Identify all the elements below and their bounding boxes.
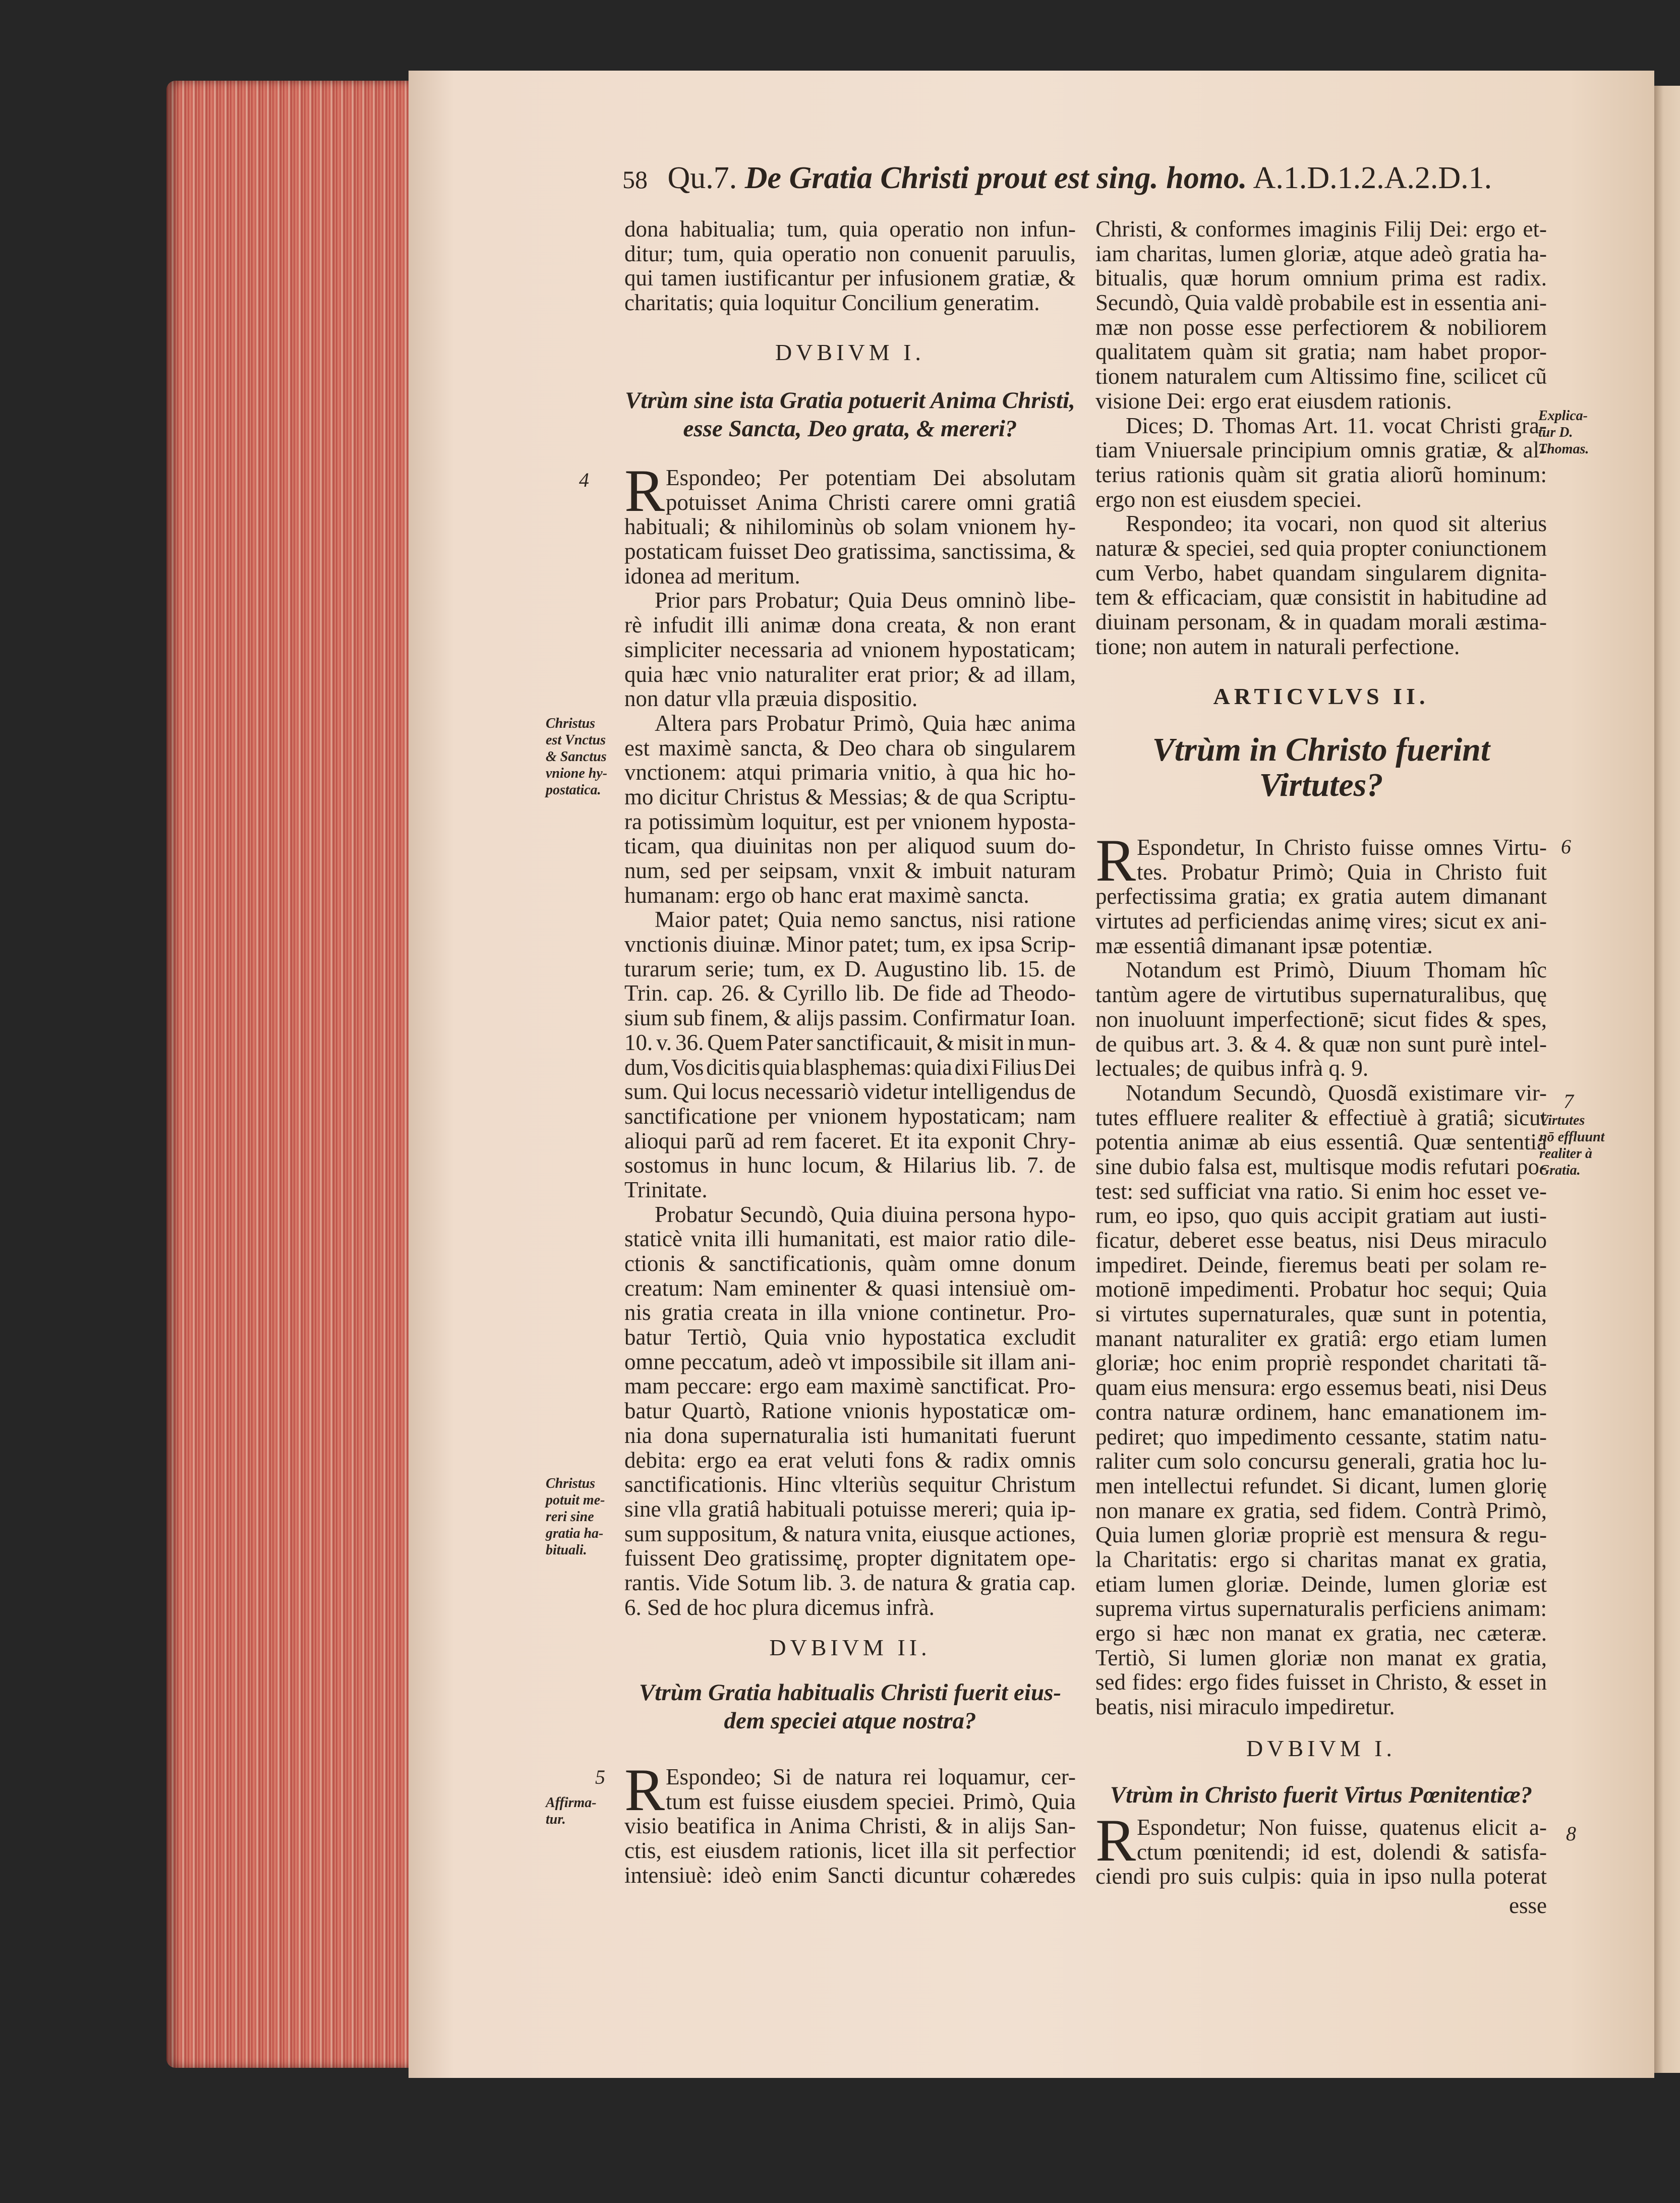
text-line-content: Notandum est Primò, Diuum Thomam hîc <box>1126 957 1547 983</box>
drop-cap: R <box>624 1756 665 1823</box>
text-line <box>624 1399 1076 1423</box>
margin-note-line: Affirma- <box>546 1795 597 1811</box>
text-line-content: habituali; & nihilominùs ob solam vnionem hy- <box>624 514 1076 540</box>
header-ref: A.1.D.1.2.A.2.D.1. <box>1253 161 1492 195</box>
text-line-content: charitatis; quia loquitur Concilium generatim. <box>624 290 1040 316</box>
text-line <box>1095 414 1547 438</box>
text-line-content: sium sub finem, & alijs passim. Confirmatur Ioan. <box>624 1005 1076 1031</box>
running-header <box>622 160 1535 196</box>
text-line <box>1095 315 1547 340</box>
text-line <box>624 957 1076 981</box>
text-line-content: lectuales; de quibus infrà q. 9. <box>1095 1056 1369 1081</box>
text-line-content: Maior patet; Quia nemo sanctus, nisi ratione <box>655 907 1076 933</box>
text-line <box>624 834 1076 858</box>
text-line-content: ficatur, deberet esse beatus, nisi Deus miraculo <box>1095 1228 1547 1253</box>
text-line <box>1095 389 1547 414</box>
text-line-content: Espondetur; Non fuisse, quatenus elicit a- <box>1137 1815 1547 1840</box>
margin-number-6: 6 <box>1561 835 1571 858</box>
text-line <box>624 266 1076 291</box>
text-line <box>1095 1815 1547 1840</box>
text-line <box>1095 884 1547 909</box>
articulus-2-heading: ARTICVLVS II. <box>1213 683 1429 709</box>
text-line <box>624 466 1076 490</box>
text-line <box>624 1129 1076 1153</box>
text-line <box>624 736 1076 761</box>
text-line-content: rè infudit illi animæ dona creata, & non erant <box>624 612 1076 638</box>
text-line-content: naturæ & speciei, sed quia propter coniunctionem <box>1095 535 1547 561</box>
text-line <box>1095 1596 1547 1621</box>
text-line-content: Probatur Secundò, Quia diuina persona hypo- <box>655 1201 1076 1227</box>
text-line <box>1095 561 1547 586</box>
margin-number-8: 8 <box>1566 1822 1576 1845</box>
text-line <box>1095 1523 1547 1547</box>
text-line-content: tum est fuisse eiusdem speciei. Primò, Quia <box>666 1788 1076 1814</box>
text-line-content: tionem naturalem cum Altissimo fine, scilicet cũ <box>1095 364 1547 389</box>
text-line <box>1095 934 1547 958</box>
text-line-content: perfectissima gratia; ex gratia autem dimanant <box>1095 884 1547 909</box>
text-line-content: vnctionem: atqui primaria vnitio, à qua hic ho- <box>624 760 1076 785</box>
margin-note-line: Christus <box>546 716 596 731</box>
text-line <box>624 686 1076 711</box>
margin-note-line: gratia ha- <box>546 1526 604 1541</box>
text-line-content: sanctificatione per vnionem hypostaticam; nam <box>624 1103 1076 1129</box>
text-line <box>624 1006 1076 1030</box>
text-line <box>624 217 1076 242</box>
text-line <box>624 1863 1076 1888</box>
title-line: Vtrùm Gratia habitualis Christi fuerit eius- <box>639 1679 1062 1706</box>
text-line-content: bitualis, quæ horum omnium prima est radix. <box>1095 265 1547 291</box>
text-line-content: Espondetur, In Christo fuisse omnes Virtu- <box>1137 835 1547 860</box>
text-line <box>1095 1032 1547 1057</box>
text-line <box>624 1765 1076 1789</box>
text-line-content: mæ non posse esse perfectiorem & nobiliorem <box>1095 314 1547 340</box>
text-line-content: ctum pœnitendi; id est, dolendi & satisfa- <box>1137 1839 1547 1865</box>
text-line <box>1095 982 1547 1007</box>
text-line-content: 10. v. 36. Quem Pater sanctificauit, & misit in mun- <box>624 1029 1076 1055</box>
text-line-content: test: sed sufficiat vna ratio. Si enim hoc esset ve- <box>1095 1178 1547 1204</box>
text-line <box>1095 438 1547 462</box>
text-line <box>1095 1351 1547 1375</box>
text-line <box>624 1079 1076 1104</box>
margin-note-christus-meruit <box>546 1475 605 1558</box>
margin-note-line: nō effluunt <box>1539 1129 1605 1145</box>
text-line-content: sanctificationis. Hinc vlteriùs sequitur Christum <box>624 1472 1076 1497</box>
text-line <box>624 1104 1076 1129</box>
dubium-1-right-body <box>1095 1807 1547 1889</box>
text-line <box>1095 1695 1547 1719</box>
text-line <box>624 1448 1076 1473</box>
margin-note-line: Christus <box>546 1476 596 1491</box>
text-line-content: tione; non autem in naturali perfectione. <box>1095 633 1460 659</box>
text-line <box>1095 1081 1547 1106</box>
text-line-content: nia dona supernaturalia isti humanitati fuerunt <box>624 1422 1076 1448</box>
articulus-2-body <box>1095 827 1547 1720</box>
text-line <box>1095 242 1547 266</box>
text-line <box>1095 958 1547 982</box>
dubium-2-heading: DVBIVM II. <box>769 1635 931 1660</box>
drop-cap: R <box>1095 827 1136 894</box>
text-line-content: est maximè sancta, & Deo chara ob singularem <box>624 735 1076 761</box>
margin-note-line: vnione hy- <box>546 766 608 781</box>
text-line-content: tantùm agere de virtutibus supernaturalibus, quę <box>1095 982 1547 1008</box>
text-line <box>1095 1203 1547 1228</box>
text-line <box>624 662 1076 687</box>
page-edges-red <box>166 81 414 2068</box>
text-line <box>1095 1375 1547 1400</box>
text-line-content: creatum: Nam eminenter & quasi intensiuè om- <box>624 1275 1076 1301</box>
text-line-content: postaticam fuisset Deo gratissima, sanctissima, & <box>624 539 1076 564</box>
text-line-content: Respondeo; ita vocari, non quod sit alterius <box>1126 511 1547 537</box>
margin-note-line: realiter à <box>1539 1146 1592 1162</box>
text-line <box>624 1472 1076 1497</box>
text-line-content: debita: ergo ea erat veluti fons & radix omnis <box>624 1447 1076 1473</box>
text-line <box>624 637 1076 662</box>
text-line-content: pediret; quo impedimento cessante, statim natu- <box>1095 1424 1547 1450</box>
text-line <box>1095 1228 1547 1253</box>
margin-note-line: tur. <box>546 1812 566 1827</box>
text-line <box>624 1227 1076 1251</box>
text-line <box>624 1546 1076 1571</box>
text-line <box>624 932 1076 957</box>
text-line <box>1095 1277 1547 1302</box>
text-line-content: Quia lumen gloriæ propriè est mensura & regu- <box>1095 1522 1547 1548</box>
text-line <box>1095 1864 1547 1889</box>
text-line-content: mo dicitur Christus & Messias; & de qua Scriptu- <box>624 784 1076 809</box>
text-line <box>624 1814 1076 1838</box>
text-line-content: turarum serie; tum, ex D. Augustino lib. 15. de <box>624 956 1076 981</box>
text-line-content: men intellectui refundet. Si dicant, lumen glorię <box>1095 1473 1547 1498</box>
text-line-content: idonea ad meritum. <box>624 563 800 589</box>
text-line-content: humanam: ergo ob hanc erat maximè sancta. <box>624 882 1029 908</box>
text-line-content: etiam lumen gloriæ. Deinde, lumen gloriæ est <box>1095 1571 1547 1597</box>
margin-number-5: 5 <box>595 1766 605 1788</box>
text-line <box>1095 860 1547 885</box>
drop-cap: R <box>624 457 665 524</box>
text-line-content: raliter cum solo concursu generali, gratia hoc lu- <box>1095 1448 1547 1474</box>
text-line-content: ergo non est eiusdem speciei. <box>1095 486 1362 512</box>
text-line <box>624 1030 1076 1055</box>
text-line-content: motionē impedimenti. Probatur hoc sequi; Quia <box>1095 1277 1547 1302</box>
text-line-content: dum, Vos dicitis quia blasphemas: quia dixi Filius Dei <box>624 1054 1076 1080</box>
text-line-content: sine vlla gratiâ habituali potuisse mereri; quia ip- <box>624 1496 1076 1522</box>
text-line <box>624 613 1076 637</box>
text-line <box>1095 634 1547 659</box>
margin-note-virtutes <box>1539 1112 1604 1179</box>
text-line-content: rantis. Vide Sotum lib. 3. de natura & gratia cap. <box>624 1570 1076 1595</box>
text-line <box>624 1423 1076 1448</box>
text-line <box>1095 266 1547 291</box>
text-line <box>624 981 1076 1006</box>
text-line-content: num, sed per seipsam, vnxit & imbuit naturam <box>624 858 1076 883</box>
margin-note-line: postatica. <box>546 782 601 798</box>
text-line <box>624 785 1076 809</box>
text-line-content: iam charitas, lumen gloriæ, atque adeò gratia ha- <box>1095 241 1547 266</box>
text-line <box>1095 217 1547 242</box>
text-line-content: Notandum Secundò, Quosdã existimare vir- <box>1126 1080 1547 1106</box>
text-line-content: batur Quartò, Ratione vnionis hypostaticæ om- <box>624 1398 1076 1424</box>
text-line <box>624 1374 1076 1399</box>
text-line-content: 6. Sed de hoc plura dicemus infrà. <box>624 1594 935 1620</box>
text-line <box>1095 1646 1547 1670</box>
text-line-content: sum suppositum, & natura vnita, eiusque actiones, <box>624 1521 1076 1546</box>
text-line-content: potentia animæ ab eius essentiâ. Quæ sententia <box>1095 1129 1547 1155</box>
text-line-content: diuinam personam, & in quadam morali æstima- <box>1095 609 1547 634</box>
question-label: Qu.7. <box>667 161 737 195</box>
left-intro <box>624 217 1076 315</box>
text-line-content: non inuoluunt imperfectionē; sicut fides & spes, <box>1095 1006 1547 1032</box>
text-line-content: Prior pars Probatur; Quia Deus omninò libe- <box>655 588 1076 613</box>
drop-cap: R <box>1095 1807 1136 1874</box>
header-title: De Gratia Christi prout est sing. homo. <box>744 161 1247 195</box>
text-line <box>624 1595 1076 1620</box>
text-line <box>1095 364 1547 389</box>
title-line: dem speciei atque nostra? <box>724 1708 976 1734</box>
text-line <box>624 588 1076 613</box>
title-line: Vtrùm sine ista Gratia potuerit Anima Christi, <box>625 387 1075 414</box>
margin-note-line: bituali. <box>546 1542 587 1558</box>
text-line-content: fuissent Deo gratissimę, propter dignitatem ope- <box>624 1545 1076 1571</box>
text-line <box>1095 1621 1547 1646</box>
text-line-content: ciendi pro suis culpis: quia in ipso nulla poterat <box>1095 1864 1547 1889</box>
text-line-content: dona habitualia; tum, quia operatio non infun- <box>624 216 1076 242</box>
text-line-content: quia hæc vnio naturaliter erat prior; & ad illam, <box>624 661 1076 687</box>
title-line: Vtrùm in Christo fuerint <box>1152 731 1490 768</box>
text-line <box>624 1178 1076 1202</box>
text-line <box>1095 1400 1547 1425</box>
text-line <box>624 490 1076 515</box>
text-line <box>624 858 1076 883</box>
text-line <box>624 809 1076 834</box>
text-line <box>1095 487 1547 512</box>
text-line-content: rum, eo ipso, quo quis accipit gratiam aut iusti- <box>1095 1203 1547 1229</box>
text-line-content: sine dubio falsa est, multisque modis refutari po- <box>1095 1153 1547 1179</box>
text-line <box>624 1276 1076 1301</box>
margin-note-thomas <box>1538 408 1589 457</box>
text-line <box>624 1251 1076 1276</box>
text-line-content: alioqui parũ ad rem faceret. Et ita exponit Chry- <box>624 1128 1076 1153</box>
text-line <box>1095 1179 1547 1204</box>
text-line <box>624 1153 1076 1178</box>
margin-note-line: tur D. <box>1538 425 1573 440</box>
text-line <box>624 1522 1076 1546</box>
text-line-content: Trin. cap. 26. & Cyrillo lib. De fide ad Theodo- <box>624 980 1076 1006</box>
text-line-content: non datur vlla præuia dispositio. <box>624 686 918 712</box>
text-line-content: sed fides: ergo fides fuisset in Christo, & esset in <box>1095 1669 1547 1695</box>
text-line-content: tes. Probatur Primò; Quia in Christo fuit <box>1137 859 1547 885</box>
text-line-content: Secundò, Quia valdè probabile est in essentia ani- <box>1095 290 1547 316</box>
text-line-content: ra potissimùm loquitur, est per vnionem hyposta- <box>624 808 1076 834</box>
text-line-content: vnctionis diuinæ. Minor patet; tum, ex ipsa Scrip- <box>624 932 1076 957</box>
margin-note-line: Explica- <box>1538 408 1588 424</box>
text-line-content: staticè vnita illi humanitati, est maior ratio dile- <box>624 1226 1076 1252</box>
text-line <box>624 242 1076 266</box>
text-line-content: Altera pars Probatur Primò, Quia hæc anima <box>655 710 1076 736</box>
margin-number-4: 4 <box>579 469 589 491</box>
text-line-content: virtutes ad perficiendas animę vires; sicut ex ani- <box>1095 908 1547 934</box>
text-line <box>1095 1670 1547 1695</box>
text-line-content: qualitatem quàm sit gratia; nam habet propor- <box>1095 339 1547 365</box>
text-line-content: potuisset Anima Christi carere omni gratiâ <box>666 489 1076 515</box>
text-line-content: mam peccare: ergo eam maximè sanctificat. Pro- <box>624 1373 1076 1399</box>
text-line <box>1095 1425 1547 1450</box>
dubium-1-right-title <box>1095 1781 1547 1809</box>
margin-note-line: Virtutes <box>1539 1113 1585 1128</box>
text-line-content: tiam Vniuersale principium omnis gratiæ, & al- <box>1095 437 1547 463</box>
text-line-content: sostomus in hunc locum, & Hilarius lib. 7. de <box>624 1152 1076 1178</box>
text-line-content: cum Verbo, habet quandam singularem dignita- <box>1095 560 1547 586</box>
text-line <box>624 883 1076 908</box>
text-line <box>624 514 1076 539</box>
text-line <box>1095 1007 1547 1032</box>
text-line-content: ergo si hæc non manat ex gratia, nec cæteræ. <box>1095 1620 1547 1646</box>
text-line-content: sum. Qui locus necessariò videtur intelligendus de <box>624 1079 1076 1105</box>
margin-note-christus-unctus <box>546 715 607 798</box>
facing-page-curve <box>1654 86 1680 2073</box>
dubium-1-title <box>624 386 1076 443</box>
text-line <box>1095 1547 1547 1572</box>
margin-note-line: reri sine <box>546 1509 594 1525</box>
text-line <box>1095 1056 1547 1081</box>
text-line-content: terius rationis quàm sit gratia aliorũ hominum: <box>1095 461 1547 487</box>
text-line-content: qui tamen iustificantur per infusionem gratiæ, & <box>624 265 1076 291</box>
text-line <box>1095 536 1547 561</box>
dubium-2-title <box>624 1678 1076 1735</box>
text-line <box>624 760 1076 785</box>
title-line: Virtutes? <box>1259 767 1383 803</box>
text-line <box>624 1350 1076 1374</box>
margin-note-line: est Vnctus <box>546 732 606 748</box>
title-line: esse Sancta, Deo grata, & mereri? <box>683 416 1017 442</box>
margin-number-7: 7 <box>1563 1090 1574 1113</box>
text-line-content: Trinitate. <box>624 1177 708 1202</box>
text-line <box>1095 1449 1547 1474</box>
text-line <box>1095 1106 1547 1130</box>
text-line-content: si virtutes supernaturales, quæ sunt in potentia, <box>1095 1301 1547 1327</box>
text-line <box>624 564 1076 589</box>
text-line <box>624 1838 1076 1863</box>
text-line <box>1095 1253 1547 1278</box>
text-line-content: gloriæ; hoc enim propriè respondet charitati tã- <box>1095 1350 1547 1376</box>
text-line-content: manant naturaliter ex gratiâ: ergo etiam lumen <box>1095 1325 1547 1351</box>
text-line-content: visione Dei: ergo erat eiusdem rationis. <box>1095 388 1452 414</box>
text-line <box>1095 1130 1547 1154</box>
title-line: Vtrùm in Christo fuerit Virtus Pœnitentiæ? <box>1110 1782 1533 1808</box>
text-line-content: Dices; D. Thomas Art. 11. vocat Christi gra- <box>1126 413 1547 438</box>
text-line-content: Espondeo; Si de natura rei loquamur, cer- <box>666 1764 1076 1789</box>
text-line-content: beatis, nisi miraculo impediretur. <box>1095 1694 1395 1720</box>
text-line <box>624 1571 1076 1595</box>
dubium-1-heading: DVBIVM I. <box>775 339 925 365</box>
text-line <box>624 907 1076 932</box>
text-line-content: simpliciter necessaria ad vnionem hypostaticam; <box>624 636 1076 662</box>
margin-note-line: potuit me- <box>546 1492 605 1508</box>
text-line-content: impediret. Deinde, fieremus beati per solam re- <box>1095 1252 1547 1278</box>
text-line-content: batur Tertiò, Quia vnio hypostatica excludit <box>624 1324 1076 1350</box>
text-line-content: visio beatifica in Anima Christi, & in alijs San- <box>624 1813 1076 1839</box>
margin-note-affirmatur <box>546 1794 597 1828</box>
text-line-content: quam eius mensura: ergo essemus beati, nisi Deus <box>1095 1375 1547 1401</box>
text-line <box>1095 339 1547 364</box>
text-line <box>624 1055 1076 1080</box>
text-line-content: intensiuè: ideò enim Sancti dicuntur cohæredes <box>624 1862 1076 1888</box>
margin-note-line: & Sanctus <box>546 749 607 765</box>
text-line <box>624 539 1076 564</box>
text-line-content: Espondeo; Per potentiam Dei absolutam <box>666 465 1076 490</box>
text-line-content: tutes effluere realiter & effectiuè à gratiâ; sicut <box>1095 1105 1547 1130</box>
text-line-content: suprema virtus supernaturalis perficiens animam: <box>1095 1596 1547 1621</box>
text-line-content: Christi, & conformes imaginis Filij Dei: ergo et- <box>1095 216 1547 242</box>
text-line <box>1095 511 1547 536</box>
text-line <box>1095 1840 1547 1865</box>
dubium-1-body <box>624 457 1076 1620</box>
text-line <box>1095 1474 1547 1498</box>
margin-note-line: Thomas. <box>1538 441 1589 457</box>
text-line <box>1095 1572 1547 1597</box>
text-line <box>1095 1326 1547 1351</box>
text-line-content: nis gratia creata in illa vnione continetur. Pro- <box>624 1300 1076 1325</box>
text-line <box>624 1300 1076 1325</box>
text-line-content: ctionis & sanctificationis, quàm omne donum <box>624 1251 1076 1276</box>
text-line-content: omne peccatum, adeò vt impossibile sit illam ani- <box>624 1349 1076 1374</box>
articulus-2-title <box>1095 732 1547 803</box>
text-line <box>1095 1498 1547 1523</box>
text-line <box>1095 909 1547 934</box>
text-line <box>624 1325 1076 1350</box>
text-line <box>624 1789 1076 1814</box>
dubium-2-body <box>624 1756 1076 1888</box>
text-line-content: ditur; tum, quia operatio non conuenit paruulis, <box>624 241 1076 266</box>
text-line <box>624 291 1076 315</box>
text-line-content: contra naturæ ordinem, hanc emanationem im- <box>1095 1399 1547 1425</box>
text-line-content: de quibus art. 3. & 4. & quæ non sunt purè intel- <box>1095 1031 1547 1057</box>
text-line-content: ticam, qua diuinitas non per aliquod suum do- <box>624 833 1076 859</box>
text-line-content: la Charitatis: ergo si charitas manat ex gratia, <box>1095 1546 1547 1572</box>
text-line-content: non manare ex gratia, sed fidem. Contrà Primò, <box>1095 1497 1547 1523</box>
text-line <box>1095 291 1547 315</box>
page-number: 58 <box>622 165 648 194</box>
text-line <box>1095 1302 1547 1326</box>
text-line <box>624 711 1076 736</box>
text-line-content: ctis, est eiusdem rationis, licet illa sit perfectior <box>624 1838 1076 1864</box>
text-line <box>1095 835 1547 860</box>
text-line <box>624 1497 1076 1522</box>
text-line <box>1095 462 1547 487</box>
text-line-content: Tertiò, Si lumen gloriæ non manat ex gratia, <box>1095 1645 1547 1670</box>
right-continuation <box>1095 217 1547 659</box>
text-line-content: mæ essentiâ dimanant ipsæ potentiæ. <box>1095 933 1433 958</box>
text-line <box>624 1202 1076 1227</box>
margin-note-line: Gratia. <box>1539 1163 1581 1178</box>
text-line <box>1095 610 1547 634</box>
text-line-content: tem & efficaciam, quæ consistit in habitudine ad <box>1095 585 1547 610</box>
text-line <box>1095 1154 1547 1179</box>
text-line <box>1095 585 1547 610</box>
catchword: esse <box>1509 1893 1547 1918</box>
dubium-1-right-heading: DVBIVM I. <box>1246 1735 1396 1761</box>
